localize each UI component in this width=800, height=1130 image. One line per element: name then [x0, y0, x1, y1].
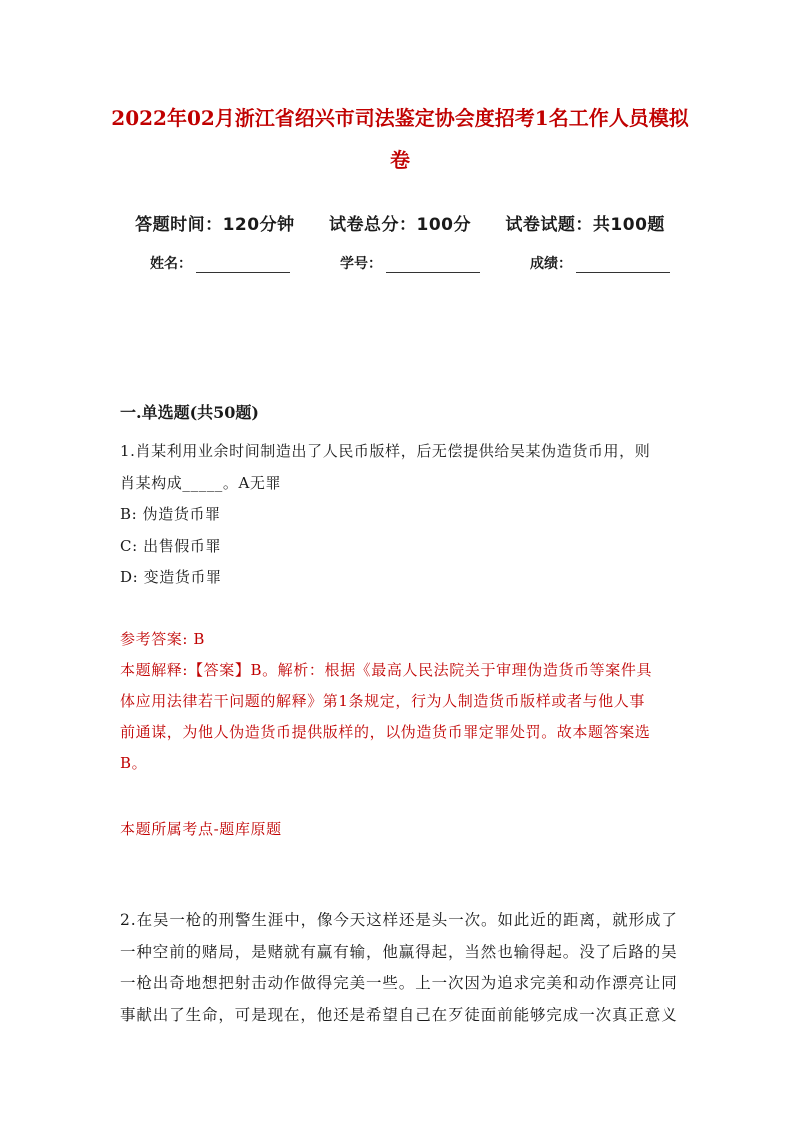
name-blank[interactable]	[196, 258, 290, 273]
q1-option-c: C: 出售假币罪	[120, 537, 222, 555]
exam-question-count: 试卷试题：共100题	[505, 215, 665, 235]
q1-option-b: B: 伪造货币罪	[120, 505, 221, 523]
exam-meta	[0, 210, 800, 235]
q1-explain-line3: 前通谋，为他人伪造货币提供版样的，以伪造货币罪定罪处罚。故本题答案选	[120, 723, 651, 741]
grade-field	[530, 253, 670, 273]
student-id-blank[interactable]	[386, 258, 480, 273]
q2-stem-line4: 事献出了生命，可是现在，他还是希望自己在歹徒面前能够完成一次真正意义	[120, 1006, 678, 1024]
exam-time: 答题时间：120分钟	[135, 215, 295, 235]
grade-blank[interactable]	[576, 258, 670, 273]
student-id-label: 学号：	[340, 256, 382, 272]
exam-title-line2: 卷	[390, 148, 410, 172]
grade-label: 成绩：	[530, 256, 572, 272]
name-field	[150, 253, 290, 273]
exam-title-line1: 2022年02月浙江省绍兴市司法鉴定协会度招考1名工作人员模拟	[111, 106, 689, 130]
q2-stem-line3: 一枪出奇地想把射击动作做得完美一些。上一次因为追求完美和动作漂亮让同	[120, 974, 678, 992]
section-heading: 一.单选题(共50题)	[120, 403, 259, 422]
q2-stem-line2: 一种空前的赌局，是赌就有赢有输，他赢得起，当然也输得起。没了后路的吴	[120, 943, 678, 961]
q1-explain-line4: B。	[120, 754, 148, 772]
q1-stem-line2: 肖某构成_____。A无罪	[120, 474, 282, 492]
q1-option-d: D: 变造货币罪	[120, 568, 222, 586]
q1-explain-line2: 体应用法律若干问题的解释》第1条规定，行为人制造货币版样或者与他人事	[120, 692, 645, 710]
q1-explain-line1: 本题解释:【答案】B。解析：根据《最高人民法院关于审理伪造货币等案件具	[120, 661, 653, 679]
student-id-field	[340, 253, 480, 273]
q1-stem-line1: 1.肖某利用业余时间制造出了人民币版样，后无偿提供给吴某伪造货币用，则	[120, 442, 651, 460]
q1-answer: 参考答案: B	[120, 630, 206, 648]
exam-total-score: 试卷总分：100分	[329, 215, 471, 235]
q2-stem-line1: 2.在吴一枪的刑警生涯中，像今天这样还是头一次。如此近的距离，就形成了	[120, 911, 678, 929]
name-label: 姓名：	[150, 256, 192, 272]
q1-tag: 本题所属考点-题库原题	[120, 820, 282, 838]
